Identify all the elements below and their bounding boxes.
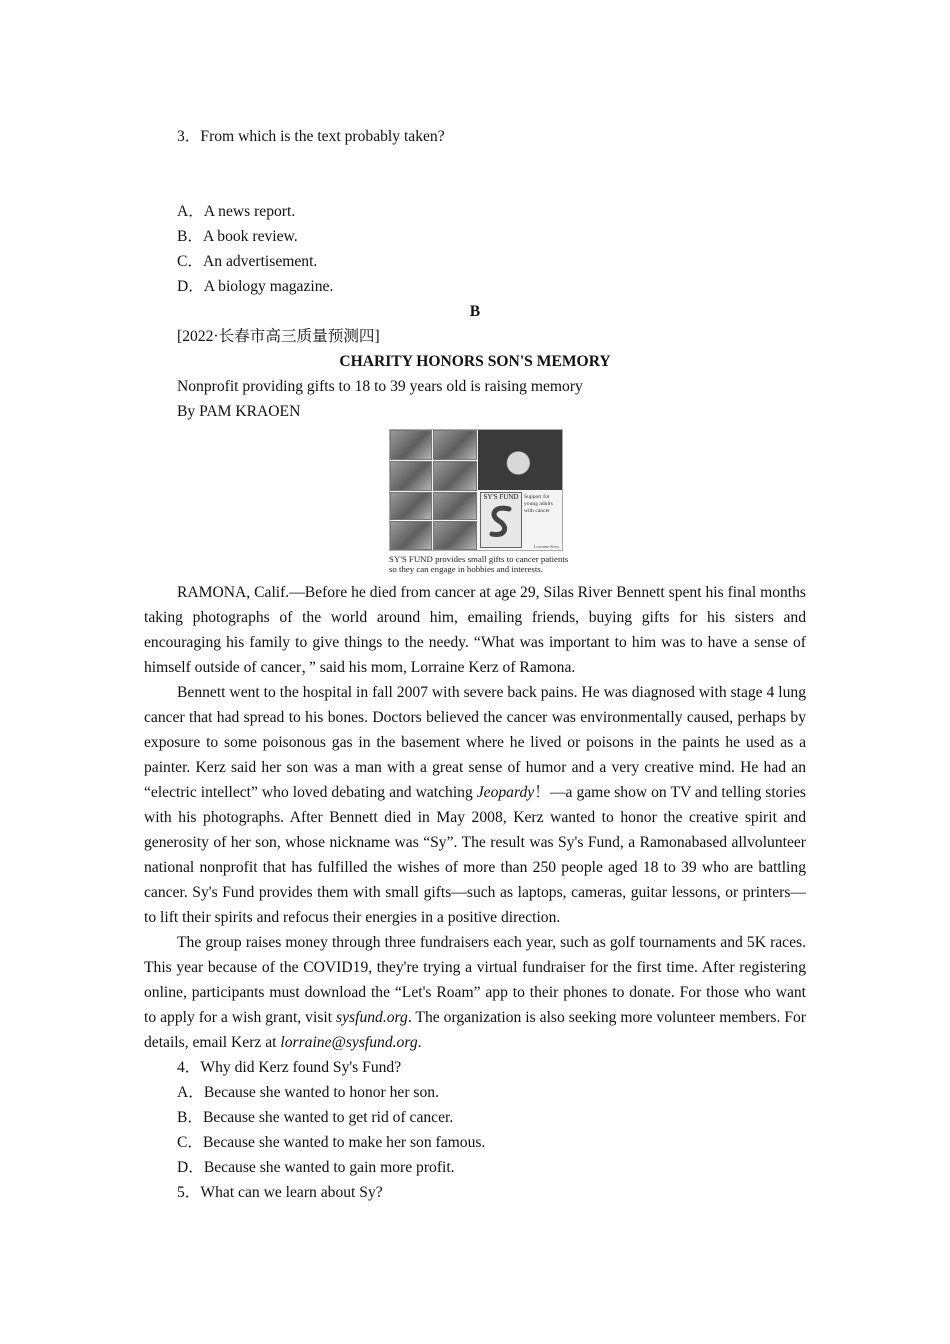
logo-tagline: Support for young adults with cancer	[524, 494, 553, 514]
collage-photo	[433, 521, 477, 550]
photo-credit: Lorraine Kerz	[533, 544, 559, 549]
collage-photo	[433, 461, 477, 491]
article-figure	[387, 429, 569, 574]
question-5: 5．What can we learn about Sy?	[177, 1184, 383, 1201]
website-link: sysfund.org	[336, 1009, 408, 1026]
figure-caption: SY'S FUND provides small gifts to cancer patients so they can engage in hobbies and interests.	[389, 554, 569, 574]
article-paragraph-3: The group raises money through three fundraisers each year, such as golf tournaments and 5K races. This year because of the COVID19, they're trying a virtual fundraiser for the first time. After registering online, participants must download the “Let's Roam” app to their phones to donate. For those who want to apply for a wish grant, visit sysfund.org. The organization is also seeking more volunteer members. For details, email Kerz at lorraine@sysfund.org.	[144, 934, 806, 1051]
q4-option-b: B．Because she wanted to get rid of cancer.	[177, 1109, 454, 1126]
q4-option-c: C．Because she wanted to make her son famous.	[177, 1134, 486, 1151]
article-subtitle: Nonprofit providing gifts to 18 to 39 years old is raising memory	[177, 378, 583, 395]
q4-option-a: A．Because she wanted to honor her son.	[177, 1084, 439, 1101]
q3-option-b: B．A book review.	[177, 228, 298, 245]
collage-photo	[433, 492, 477, 520]
photo-collage	[389, 429, 563, 551]
section-label: B	[469, 303, 481, 320]
collage-photo	[390, 430, 432, 460]
collage-photo	[390, 461, 432, 491]
article-title: CHARITY HONORS SON'S MEMORY	[339, 353, 611, 370]
answer-space	[144, 149, 806, 199]
article-paragraph-2: Bennett went to the hospital in fall 2007 with severe back pains. He was diagnosed with stage 4 lung cancer that had spread to his bones. Doctors believed the cancer was environmentally caused, perhaps by exposure to some poisonous gas in the basement where he lived or poisons in the paints he used as a painter. Kerz said her son was a man with a great sense of humor and a very creative mind. He had an “electric intellect” who loved debating and watching Jeopardy！—a game show on TV and telling stories with his photographs. After Bennett died in May 2008, Kerz wanted to honor the creative spirit and generosity of her son, whose nickname was “Sy”. The result was Sy's Fund, a Ramonabased allvolunteer national nonprofit that has fulfilled the wishes of more than 250 people aged 18 to 39 who are battling cancer. Sy's Fund provides them with small gifts—such as laptops, cameras, guitar lessons, or printers—to lift their spirits and refocus their energies in a positive direction.	[144, 684, 806, 926]
question-3: 3．From which is the text probably taken?	[177, 128, 445, 145]
document-page	[144, 124, 806, 1205]
portrait-photo	[478, 430, 562, 490]
collage-photo	[433, 430, 477, 460]
show-name: Jeopardy	[476, 784, 535, 801]
article-byline: By PAM KRAOEN	[177, 403, 301, 420]
email-address: lorraine@sysfund.org	[280, 1034, 418, 1051]
q3-option-d: D．A biology magazine.	[177, 278, 334, 295]
q4-option-d: D．Because she wanted to gain more profit.	[177, 1159, 455, 1176]
collage-photo	[390, 521, 432, 550]
article-paragraph-1: RAMONA, Calif.—Before he died from cancer at age 29, Silas River Bennett spent his final months taking photographs of the world around him, emailing friends, buying gifts for his sisters and encouraging his family to give things to the needy. “What was important to him was to have a sense of himself outside of cancer，” said his mom, Lorraine Kerz of Ramona.	[144, 584, 806, 676]
question-4: 4．Why did Kerz found Sy's Fund?	[177, 1059, 402, 1076]
s-logo-icon	[487, 503, 515, 541]
sys-fund-logo: SY'S FUND	[480, 492, 522, 548]
q3-option-c: C．An advertisement.	[177, 253, 318, 270]
q3-option-a: A．A news report.	[177, 203, 296, 220]
collage-photo	[390, 492, 432, 520]
source-tag: [2022·长春市高三质量预测四]	[177, 328, 380, 345]
